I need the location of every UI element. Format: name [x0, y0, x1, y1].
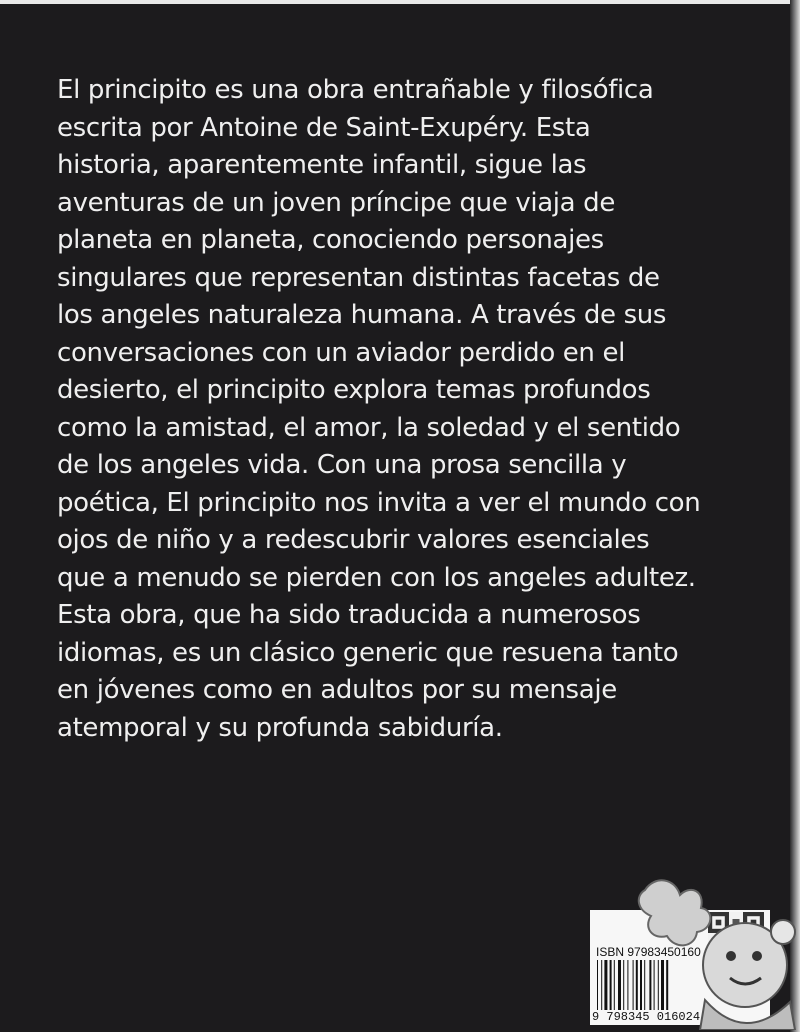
- synopsis-line: desierto, el principito explora temas profundos: [57, 375, 651, 405]
- synopsis-paragraph: [57, 72, 777, 747]
- isbn-digits: 9 798345 016024: [592, 1010, 701, 1024]
- isbn-label: ISBN 97983450160: [596, 945, 701, 959]
- barcode-bar: [597, 960, 598, 1010]
- barcode-bar: [614, 960, 615, 1010]
- synopsis-line: poética, El principito nos invita a ver el mundo con: [57, 487, 701, 518]
- cartoon-mascot-icon: [635, 870, 800, 1030]
- synopsis-line: en jóvenes como en adultos por su mensaje: [57, 675, 617, 705]
- barcode-bar: [604, 960, 607, 1010]
- synopsis-line: ojos de niño y a redescubrir valores esenciales: [57, 525, 650, 555]
- synopsis-line: planeta en planeta, conociendo personajes: [57, 225, 604, 255]
- cover-top-edge: [0, 0, 800, 4]
- barcode-bar: [618, 960, 621, 1010]
- barcode-bar: [610, 960, 612, 1010]
- synopsis-line: como la amistad, el amor, la soledad y el sentido: [57, 412, 681, 443]
- barcode-bar: [623, 960, 624, 1010]
- synopsis-line: El principito es una obra entrañable y filosófica: [57, 75, 654, 105]
- barcode-bar: [633, 960, 634, 1010]
- synopsis-line: conversaciones con un aviador perdido en el: [57, 337, 625, 368]
- synopsis-line: atemporal y su profunda sabiduría.: [57, 712, 503, 743]
- synopsis-line: los angeles naturaleza humana. A través de sus: [57, 300, 667, 330]
- synopsis-line: escrita por Antoine de Saint-Exupéry. Esta: [57, 112, 591, 143]
- synopsis-line: idiomas, es un clásico generic que resuena tanto: [57, 637, 679, 668]
- synopsis-line: de los angeles vida. Con una prosa sencilla y: [57, 450, 627, 480]
- barcode-bar: [601, 960, 602, 1010]
- synopsis-line: aventuras de un joven príncipe que viaja de: [57, 187, 615, 218]
- synopsis-line: singulares que representan distintas facetas de: [57, 262, 660, 293]
- synopsis-line: historia, aparentemente infantil, sigue las: [57, 150, 587, 180]
- synopsis-line: Esta obra, que ha sido traducida a numerosos: [57, 600, 641, 630]
- barcode-bar: [627, 960, 628, 1010]
- synopsis-line: que a menudo se pierden con los angeles adultez.: [57, 562, 696, 593]
